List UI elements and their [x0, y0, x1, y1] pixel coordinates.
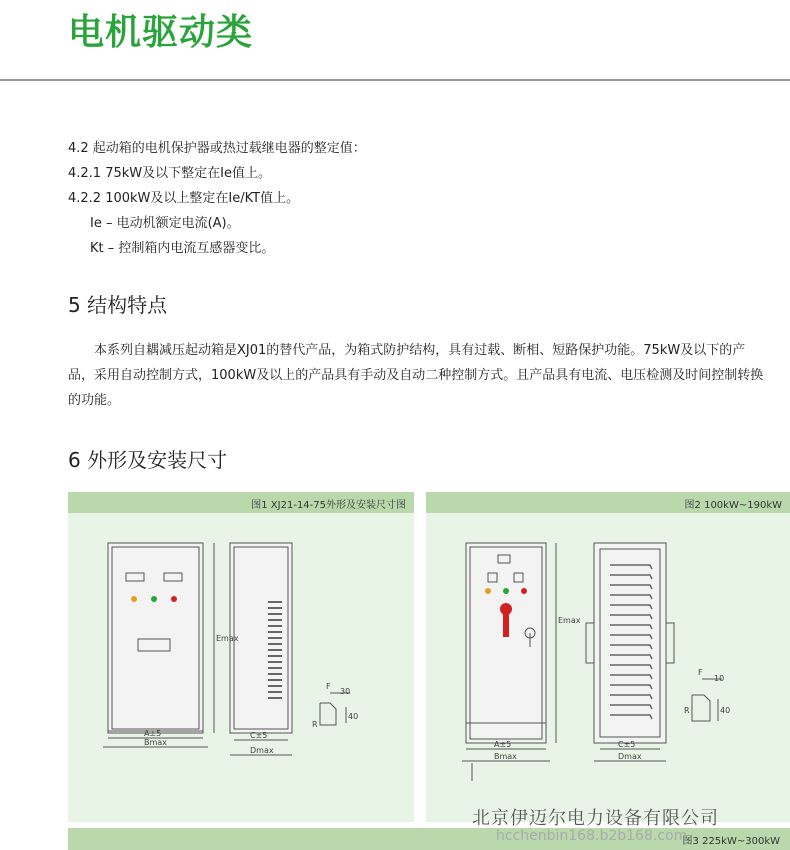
figure-2-label-40: 40 [720, 706, 731, 715]
figure-1-label-f: F [326, 682, 331, 691]
figure-1-label-d: Dmax [250, 746, 274, 755]
settings-line-1: 4.2 起动箱的电机保护器或热过载继电器的整定值： [68, 141, 366, 156]
figure-1-label-r: R [312, 720, 318, 729]
section-5-paragraph: 本系列自耦减压起动箱是XJ01的替代产品，为箱式防护结构，具有过载、断相、短路保护功能。75kW及以下的产品，采用自动控制方式，100kW及以上的产品具有手动及自动二种控制方式。且产品具有电流、电压检测及时间控制转换的功能。 [68, 343, 764, 408]
settings-line-2: 4.2.1 75kW及以下整定在Ie值上。 [68, 166, 271, 181]
settings-line-4: Ie – 电动机额定电流(A)。 [90, 216, 240, 231]
figure-2-label-c: C±5 [618, 740, 636, 749]
figure-2-label-b: Bmax [494, 752, 517, 761]
figure-1-label-a: A±5 [144, 729, 162, 738]
figure-1-panel [68, 492, 414, 822]
figure-1-drawing [68, 513, 414, 822]
settings-line-5: Kt – 控制箱内电流互感器变比。 [90, 241, 275, 256]
watermark-site: hcchenbin168.b2b168.com [496, 828, 688, 844]
section-5-title: 5 结构特点 [68, 293, 168, 317]
figure-1-label-b: Bmax [144, 738, 167, 747]
figure-2-label-r: R [684, 706, 690, 715]
figure-1-label-40: 40 [348, 712, 359, 721]
figure-2-label-f: F [698, 668, 703, 677]
figure-1-header [68, 492, 414, 513]
figure-2-panel [426, 492, 790, 822]
figure-3-caption: 图3 225kW~300kW [682, 836, 780, 847]
figure-1-caption: 图1 XJ21-14-75外形及安装尺寸图 [251, 500, 406, 511]
figure-2-drawing [426, 513, 790, 822]
figure-1-label-c: C±5 [250, 731, 268, 740]
settings-line-3: 4.2.2 100kW及以上整定在Ie/KT值上。 [68, 191, 300, 206]
figure-1-label-30: 30 [340, 687, 351, 696]
figure-2-label-d: Dmax [618, 752, 642, 761]
figure-2-header [426, 492, 790, 513]
figure-2-caption: 图2 100kW~190kW [684, 500, 782, 511]
watermark-company: 北京伊迈尔电力设备有限公司 [472, 808, 719, 829]
figure-2-label-e: Emax [558, 616, 581, 625]
header-divider [0, 79, 790, 81]
figure-2-label-a: A±5 [494, 740, 512, 749]
page-title: 电机驱动类 [68, 12, 254, 53]
figure-1-label-e: Emax [216, 634, 239, 643]
figure-2-label-10: 10 [714, 674, 725, 683]
section-6-title: 6 外形及安装尺寸 [68, 448, 228, 472]
